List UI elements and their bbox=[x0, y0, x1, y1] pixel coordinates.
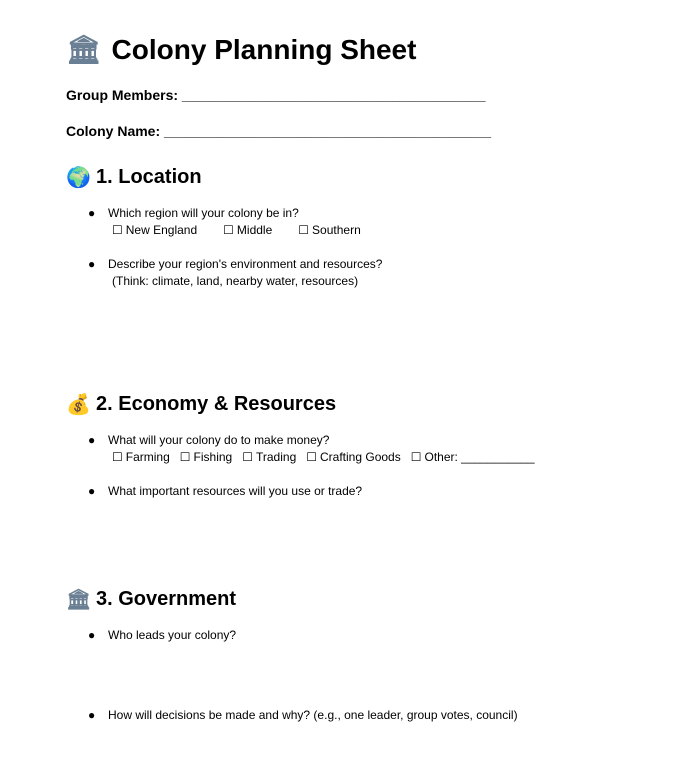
bullet-icon: ● bbox=[88, 257, 96, 271]
section-location-title: 1. Location bbox=[96, 165, 202, 188]
money-bag-icon: 💰 bbox=[66, 392, 91, 416]
option-fishing[interactable] bbox=[180, 450, 232, 464]
option-label: Trading bbox=[256, 450, 297, 464]
option-label: Middle bbox=[236, 223, 273, 237]
bullet-icon: ● bbox=[88, 206, 96, 220]
question-resources: What important resources will you use or trade? bbox=[108, 484, 363, 498]
option-middle[interactable] bbox=[223, 223, 272, 237]
question-environment: Describe your region's environment and resources? bbox=[108, 257, 383, 271]
checkbox-icon[interactable]: ☐ bbox=[242, 450, 253, 464]
hint-text: (Think: climate, land, nearby water, resources) bbox=[112, 274, 359, 288]
globe-icon: 🌍 bbox=[66, 165, 91, 189]
colony-name-label: Colony Name: bbox=[66, 123, 161, 139]
question-leader: Who leads your colony? bbox=[108, 628, 237, 642]
region-options bbox=[112, 223, 361, 237]
checkbox-icon[interactable]: ☐ bbox=[179, 450, 191, 464]
checkbox-icon[interactable]: ☐ bbox=[306, 450, 318, 464]
section-economy-title: 2. Economy & Resources bbox=[96, 392, 337, 415]
option-farming[interactable] bbox=[112, 450, 170, 464]
bullet-icon: ● bbox=[88, 484, 96, 498]
group-members-blank[interactable]: _______________________________________ bbox=[181, 87, 486, 103]
page-title-text: Colony Planning Sheet bbox=[111, 33, 417, 65]
option-crafting-goods[interactable] bbox=[306, 450, 400, 464]
group-members-field bbox=[66, 87, 486, 103]
option-new-england[interactable] bbox=[112, 223, 197, 237]
question-region: Which region will your colony be in? bbox=[108, 206, 299, 220]
bullet-icon: ● bbox=[88, 628, 96, 642]
question-make-money: What will your colony do to make money? bbox=[108, 433, 330, 447]
checkbox-icon[interactable]: ☐ bbox=[298, 223, 310, 237]
checkbox-icon[interactable]: ☐ bbox=[112, 223, 123, 237]
colony-name-blank[interactable]: __________________________________________ bbox=[164, 123, 492, 139]
group-members-label: Group Members: bbox=[66, 87, 179, 103]
colony-name-field bbox=[66, 123, 491, 139]
option-label: Fishing bbox=[193, 450, 233, 464]
option-southern[interactable] bbox=[298, 223, 360, 237]
bullet-icon: ● bbox=[88, 708, 96, 722]
checkbox-icon[interactable]: ☐ bbox=[223, 223, 234, 237]
option-label: Crafting Goods bbox=[320, 450, 401, 464]
checkbox-icon[interactable]: ☐ bbox=[410, 450, 422, 464]
option-trading[interactable] bbox=[242, 450, 296, 464]
section-economy-heading bbox=[66, 392, 336, 416]
economy-options bbox=[112, 450, 535, 464]
option-label: New England bbox=[125, 223, 198, 237]
question-decisions: How will decisions be made and why? (e.g., one leader, group votes, council) bbox=[108, 708, 518, 722]
section-government-title: 3. Government bbox=[96, 587, 237, 610]
government-building-icon: 🏛 bbox=[66, 33, 102, 66]
checkbox-icon[interactable]: ☐ bbox=[112, 450, 123, 464]
option-label: Farming bbox=[125, 450, 170, 464]
section-location-heading bbox=[66, 165, 202, 189]
section-government-heading bbox=[66, 587, 236, 611]
environment-hint bbox=[112, 274, 358, 288]
government-building-icon: 🏛 bbox=[66, 587, 92, 611]
option-label: Other: ___________ bbox=[424, 450, 535, 464]
option-other[interactable] bbox=[411, 450, 535, 464]
page-title bbox=[66, 33, 416, 66]
option-label: Southern bbox=[312, 223, 361, 237]
bullet-icon: ● bbox=[88, 433, 96, 447]
